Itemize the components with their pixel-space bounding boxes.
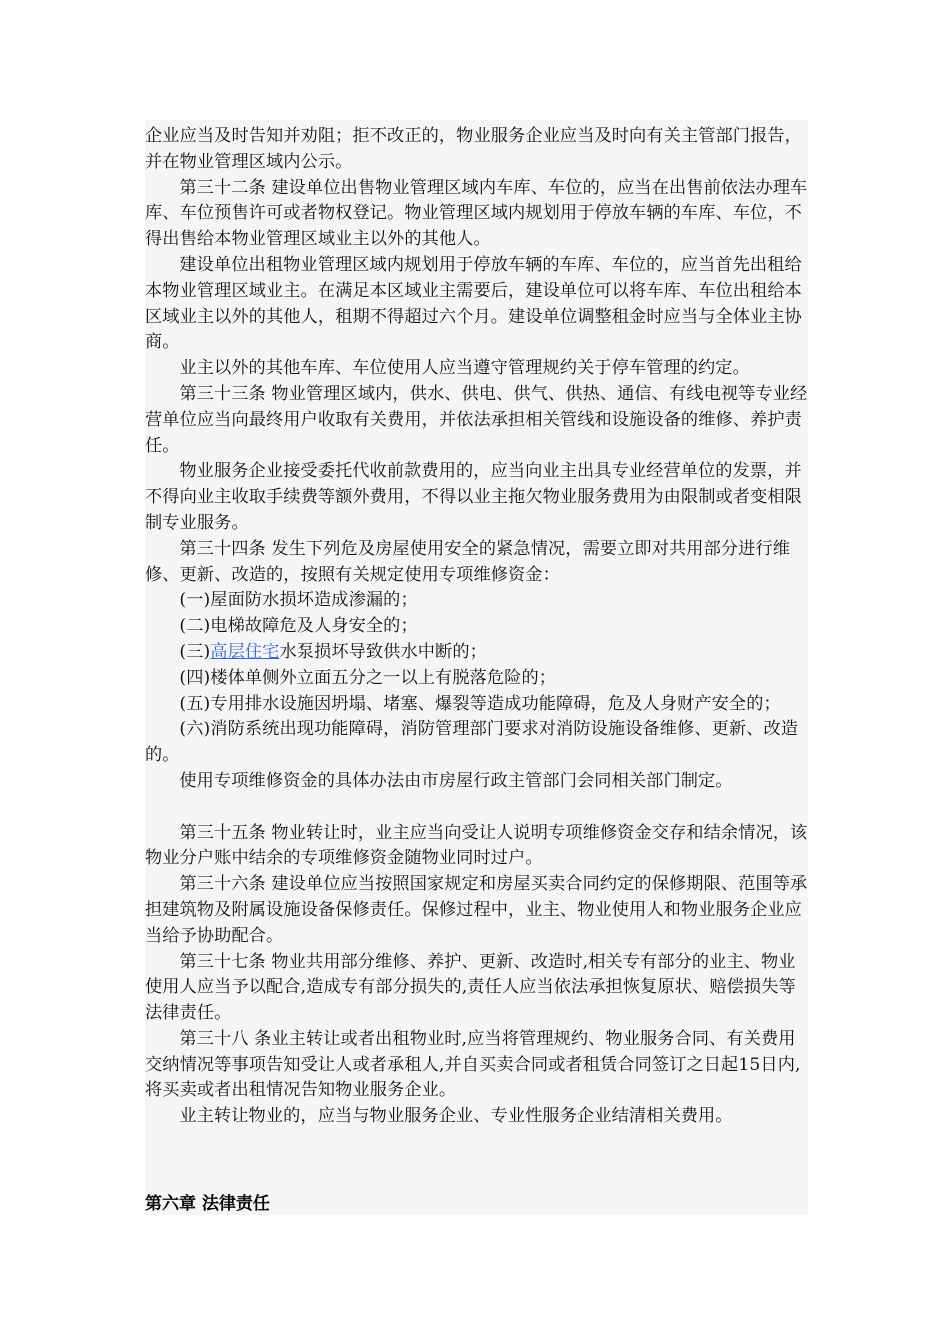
article-33: 第三十三条 物业管理区域内，供水、供电、供气、供热、通信、有线电视等专业经营单位应当向最终用户收取有关费用，并依法承担相关管线和设施设备的维修、养护责任。 [145, 383, 808, 456]
high-rise-residence-link[interactable]: 高层住宅 [210, 641, 280, 662]
paragraph-fee-collection: 物业服务企业接受委托代收前款费用的，应当向业主出具专业经营单位的发票，并不得向业主收取手续费等额外费用，不得以业主拖欠物业服务费用为由限制或者变相限制专业服务。 [145, 461, 802, 533]
document-body [145, 124, 808, 1130]
list-item-3-prefix: (三) [179, 641, 211, 662]
article-37: 第三十七条 物业共用部分维修、养护、更新、改造时,相关专有部分的业主、物业使用人应当予以配合,造成专有部分损失的,责任人应当依法承担恢复原状、赔偿损失等法律责任。 [145, 951, 796, 1024]
article-34: 第三十四条 发生下列危及房屋使用安全的紧急情况，需要立即对共用部分进行维修、更新、改造的，按照有关规定使用专项维修资金： [145, 538, 791, 585]
paragraph-fund-usage: 使用专项维修资金的具体办法由市房屋行政主管部门会同相关部门制定。 [179, 770, 733, 791]
list-item-4: (四)楼体单侧外立面五分之一以上有脱落危险的； [179, 667, 557, 688]
list-item-5: (五)专用排水设施因坍塌、堵塞、爆裂等造成功能障碍，危及人身财产安全的； [179, 693, 781, 714]
list-item-6: (六)消防系统出现功能障碍，消防管理部门要求对消防设施设备维修、更新、改造的。 [145, 719, 799, 766]
article-32: 第三十二条 建设单位出售物业管理区域内车库、车位的，应当在出售前依法办理车库、车位预售许可或者物权登记。物业管理区域内规划用于停放车辆的车库、车位，不得出售给本物业管理区域业主以外的其他人。 [145, 177, 808, 250]
paragraph-continuation: 企业应当及时告知并劝阻；拒不改正的，物业服务企业应当及时向有关主管部门报告，并在物业管理区域内公示。 [145, 126, 802, 172]
list-item-2: (二)电梯故障危及人身安全的； [179, 616, 418, 637]
list-item-3 [145, 640, 808, 666]
article-38: 第三十八 条业主转让或者出租物业时,应当将管理规约、物业服务合同、有关费用交纳情况等事项告知受让人或者承租人,并自买卖合同或者租赁合同签订之日起15日内,将买卖或者出租情况告知物业服务企业。 [145, 1028, 801, 1101]
list-item-1: (一)屋面防水损坏造成渗漏的； [179, 590, 418, 611]
paragraph-garage-rental: 建设单位出租物业管理区域内规划用于停放车辆的车库、车位的，应当首先出租给本物业管理区域业主。在满足本区域业主需要后，建设单位可以将车库、车位出租给本区域业主以外的其他人，租期不得超过六个月。建设单位调整租金时应当与全体业主协商。 [145, 254, 802, 353]
paragraph-parking-users: 业主以外的其他车库、车位使用人应当遵守管理规约关于停车管理的约定。 [179, 358, 750, 379]
chapter-heading: 第六章 法律责任 [145, 1194, 270, 1214]
list-item-3-suffix: 水泵损坏导致供水中断的； [279, 641, 487, 662]
article-36: 第三十六条 建设单位应当按照国家规定和房屋买卖合同约定的保修期限、范围等承担建筑物及附属设施设备保修责任。保修过程中，业主、物业使用人和物业服务企业应当给予协助配合。 [145, 874, 808, 946]
paragraph-settle-fees: 业主转让物业的，应当与物业服务企业、专业性服务企业结清相关费用。 [179, 1106, 733, 1127]
article-35: 第三十五条 物业转让时，业主应当向受让人说明专项维修资金交存和结余情况，该物业分户账中结余的专项维修资金随物业同时过户。 [145, 822, 808, 869]
